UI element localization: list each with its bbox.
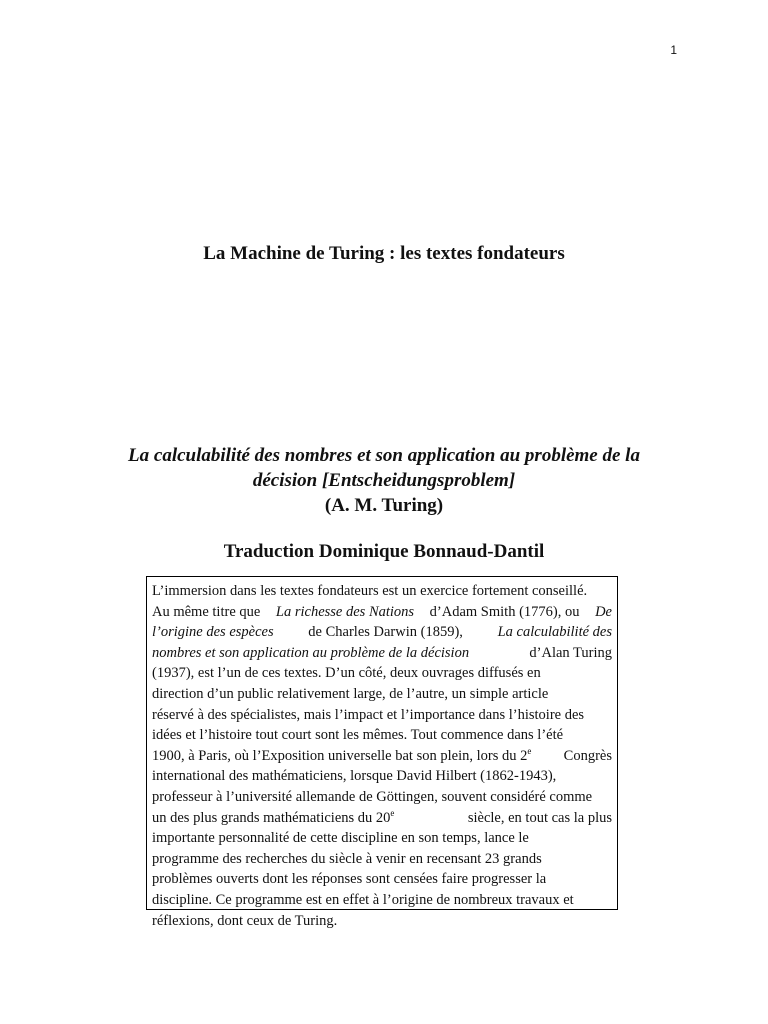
translator-credit: Traduction Dominique Bonnaud-Dantil	[223, 541, 545, 562]
abstract-line: (1937), est l’un de ces textes. D’un côté, deux ouvrages diffusés en	[152, 665, 541, 682]
abstract-text: Congrès	[563, 747, 612, 764]
abstract-line: idées et l’histoire tout court sont les mêmes. Tout commence dans l’été	[152, 727, 564, 744]
work-title	[80, 443, 688, 493]
abstract-italic-title: De	[595, 603, 612, 620]
abstract-line: réservé à des spécialistes, mais l’impact et l’importance dans l’histoire des	[152, 706, 585, 723]
abstract-line	[152, 622, 612, 643]
abstract-line: importante personnalité de cette discipline en son temps, lance le	[152, 830, 529, 847]
abstract-line: L’immersion dans les textes fondateurs est un exercice fortement conseillé.	[152, 583, 588, 599]
abstract-italic-title: l’origine des espèces	[152, 624, 274, 641]
ordinal-suffix: e	[390, 807, 395, 818]
abstract-line: direction d’un public relativement large, de l’autre, un simple article	[152, 685, 549, 702]
abstract-text	[152, 746, 531, 767]
abstract-line	[152, 808, 612, 829]
document-title: La Machine de Turing : les textes fondateurs	[203, 243, 565, 264]
abstract-line: réflexions, dont ceux de Turing.	[152, 912, 338, 929]
abstract-line	[152, 602, 612, 623]
abstract-text: d’Alan Turing	[529, 644, 612, 661]
abstract-italic-title: La calculabilité des	[497, 624, 612, 641]
abstract-italic-title: nombres et son application au problème de la décision	[152, 644, 470, 661]
abstract-box	[146, 576, 618, 929]
abstract-line: international des mathématiciens, lorsque David Hilbert (1862-1943),	[152, 768, 557, 785]
abstract-text: d’Adam Smith (1776), ou	[429, 603, 580, 620]
page-number: 1	[670, 43, 677, 57]
abstract-line: discipline. Ce programme est en effet à l’origine de nombreux travaux et	[152, 891, 574, 908]
abstract-text-part: un des plus grands mathématiciens du 20	[152, 809, 391, 826]
abstract-text-part: 1900, à Paris, où l’Exposition universelle bat son plein, lors du 2	[152, 747, 528, 764]
work-title-line-1: La calculabilité des nombres et son application au problème de la	[128, 445, 640, 466]
author: (A. M. Turing)	[324, 495, 444, 516]
work-title-line-2: décision [Entscheidungsproblem]	[252, 470, 516, 491]
abstract-line: problèmes ouverts dont les réponses sont censées faire progresser la	[152, 871, 547, 888]
abstract-text	[152, 808, 394, 829]
abstract-line: programme des recherches du siècle à venir en recensant 23 grands	[152, 850, 542, 867]
abstract-text: Au même titre que	[152, 603, 261, 620]
ordinal-suffix: e	[527, 745, 532, 756]
abstract-text: de Charles Darwin (1859),	[308, 624, 463, 641]
abstract-line: professeur à l’université allemande de Göttingen, souvent considéré comme	[152, 788, 593, 805]
abstract-text: siècle, en tout cas la plus	[467, 809, 612, 826]
abstract-italic-title: La richesse des Nations	[275, 603, 415, 620]
abstract-line	[152, 643, 612, 664]
abstract-line	[152, 746, 612, 767]
